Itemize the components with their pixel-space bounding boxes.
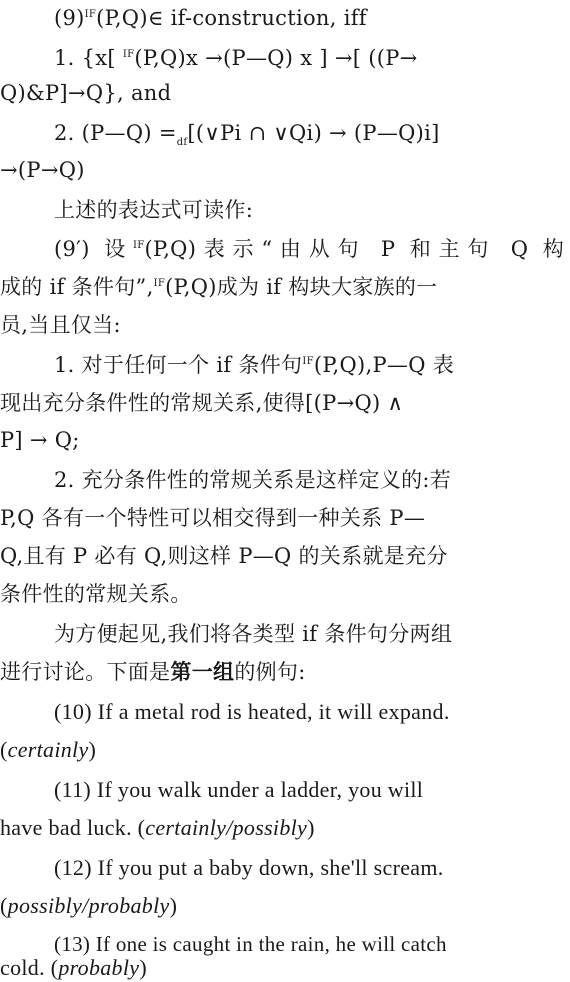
item-2-line3: Q,且有 P 必有 Q,则这样 P—Q 的关系就是充分 — [0, 544, 448, 568]
paragraph-groups-line1: 为方便起见,我们将各类型 if 条件句分两组 — [54, 622, 453, 646]
formula-line-9: $(9)^{IF}(P,Q)\in$ if-construction, iff — [54, 6, 367, 30]
example-11: (11) If you walk under a ladder, you will — [54, 777, 424, 802]
item-2-line4: 条件性的常规关系。 — [0, 582, 192, 606]
item-1-line2: 现出充分条件性的常规关系,使得[(P→Q) ∧ — [0, 391, 404, 415]
formula-line-1-cont: Q)&P]→Q}, and — [0, 81, 172, 105]
example-10: (10) If a metal rod is heated, it will expand. — [54, 699, 450, 724]
item-1-line1: 1. 对于任何一个 if 条件句$^{IF}$(P,Q),P—Q 表 — [54, 353, 455, 377]
formula-line-2: 2. (P—Q) $=_{df}[(\vee Pi$ ∩ ∨Qi) → (P—Q)i] — [54, 121, 440, 149]
paragraph-9prime-line1: (9′) 设$^{IF}$(P,Q)表示“由从句 P 和主句 Q 构 — [54, 237, 564, 261]
example-13: (13) If one is caught in the rain, he will catch — [54, 932, 447, 956]
formula-line-2-cont: →(P→Q) — [0, 158, 85, 182]
formula-line-1: 1. {x[ $^{IF}$(P,Q)x →(P—Q) x ] →[ ((P→ — [54, 46, 418, 70]
paragraph-9prime-line3: 员,当且仅当: — [0, 313, 121, 337]
item-2-line1: 2. 充分条件性的常规关系是这样定义的:若 — [54, 468, 452, 492]
paragraph-9prime-line2: 成的 if 条件句”,$^{IF}$(P,Q)成为 if 构块大家族的一 — [0, 275, 438, 299]
example-11-cont: have bad luck. (certainly/possibly) — [0, 815, 315, 840]
example-10-tag: (certainly) — [0, 737, 97, 762]
example-12: (12) If you put a baby down, she'll scream. — [54, 855, 444, 880]
example-13-cont: cold. (probably) — [0, 955, 147, 980]
paragraph-groups-line2: 进行讨论。下面是第一组的例句: — [0, 659, 306, 684]
item-2-line2: P,Q 各有一个特性可以相交得到一种关系 P— — [0, 506, 426, 530]
paragraph-intro: 上述的表达式可读作: — [54, 198, 254, 222]
example-12-tag: (possibly/probably) — [0, 893, 178, 918]
item-1-line3: P] → Q; — [0, 428, 80, 452]
